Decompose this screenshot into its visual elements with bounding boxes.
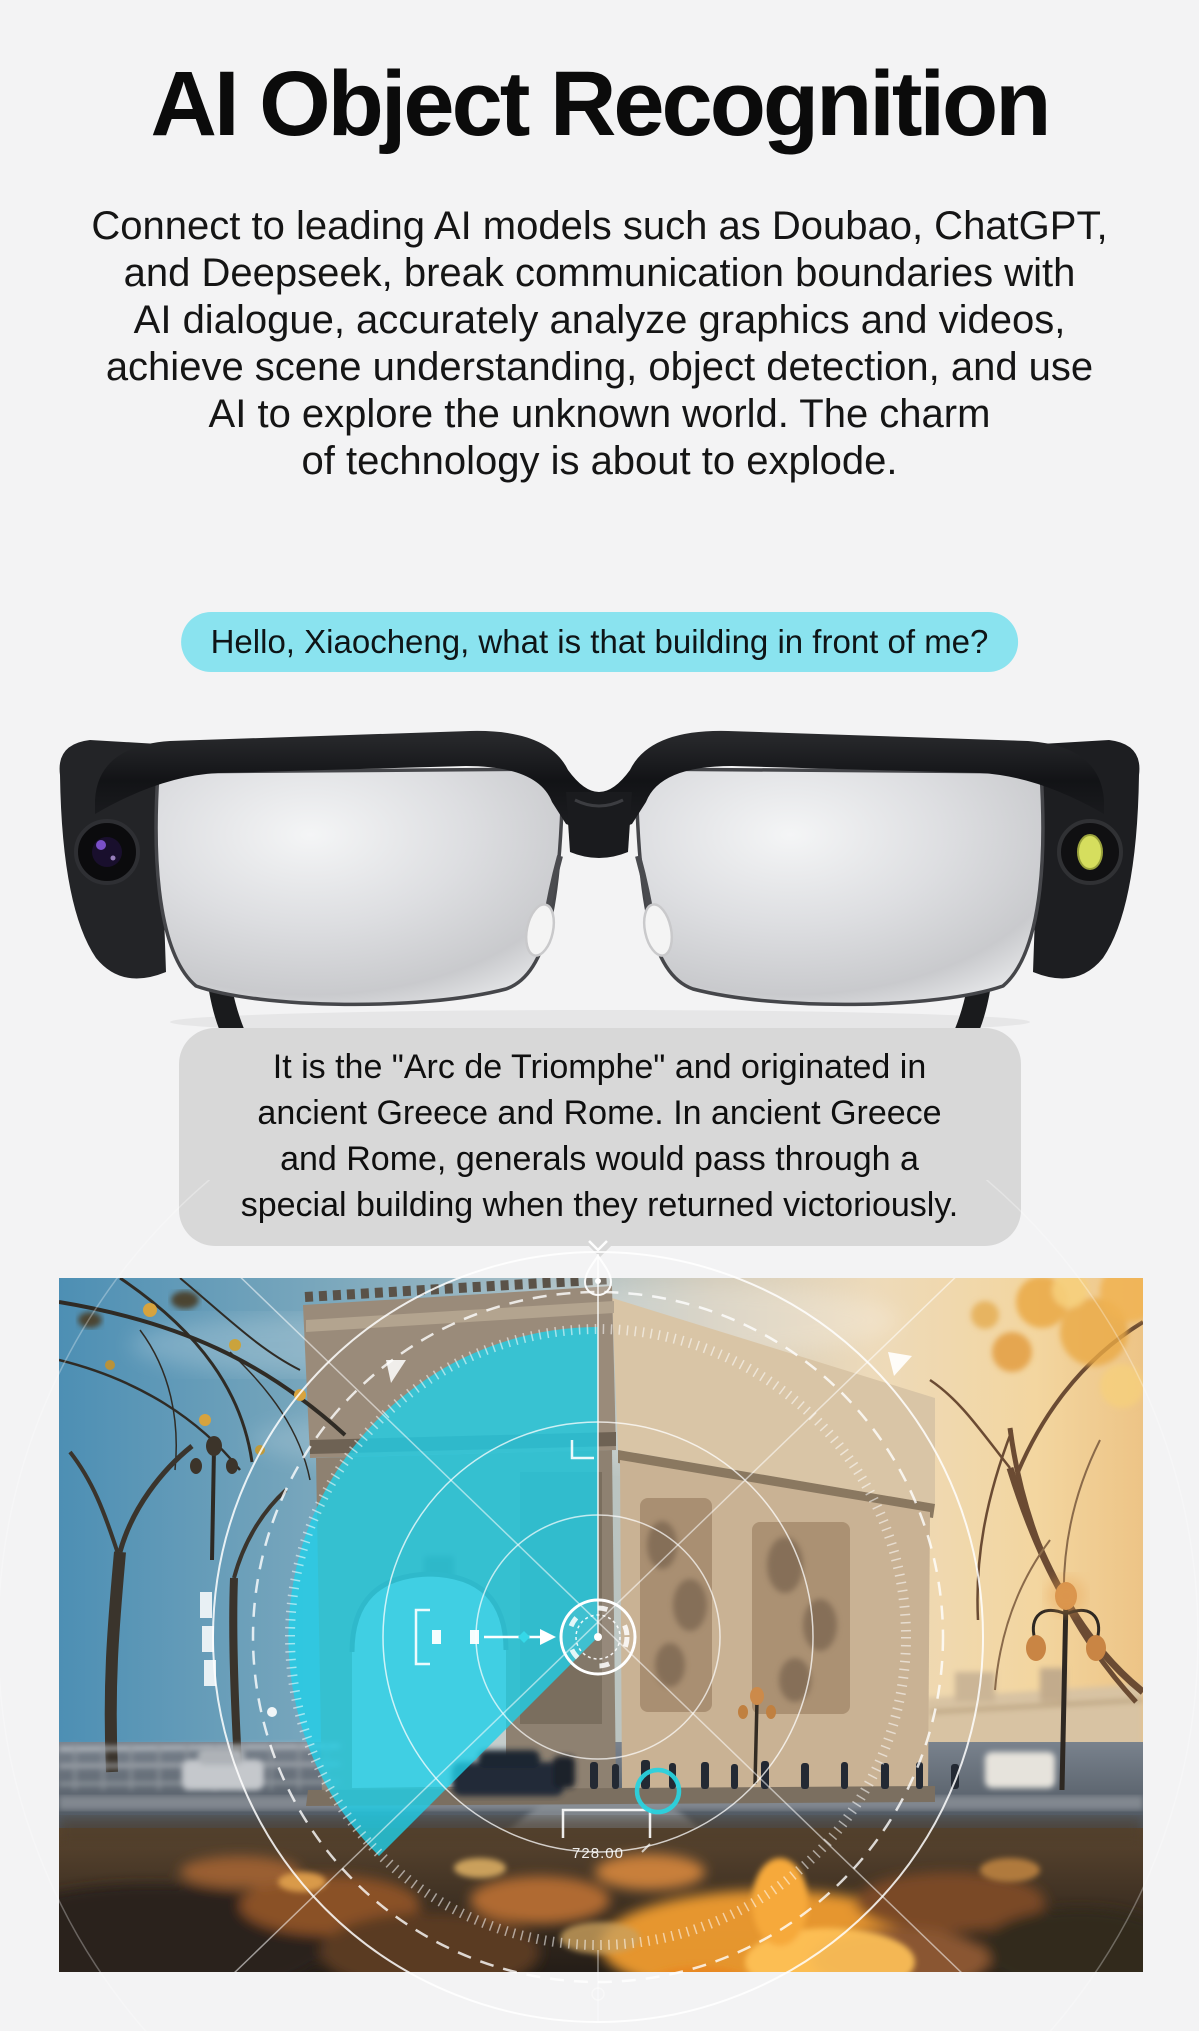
- ai-answer-line: It is the "Arc de Triomphe" and originated in: [272, 1048, 927, 1086]
- target-reticle-icon: [561, 1600, 635, 1674]
- right-lens: [636, 769, 1043, 1004]
- glasses-shadow: [170, 1010, 1030, 1030]
- page-title: AI Object Recognition: [150, 53, 1049, 155]
- location-pin-icon: [585, 1256, 611, 1295]
- distance-readout: 728.00: [572, 1845, 624, 1862]
- ai-answer-line: and Rome, generals would pass through a: [280, 1140, 919, 1178]
- user-question-bubble: [181, 612, 1019, 672]
- hero-description: [0, 203, 1199, 485]
- ar-scene: [0, 1180, 1199, 2031]
- ai-answer-line: special building when they returned victoriously.: [240, 1186, 959, 1224]
- hero-description-line: of technology is about to explode.: [301, 439, 898, 483]
- hero-description-line: achieve scene understanding, object detection, and use: [105, 345, 1094, 389]
- user-question-text: Hello, Xiaocheng, what is that building in front of me?: [210, 623, 989, 660]
- hero-description-line: and Deepseek, break communication boundaries with: [123, 251, 1076, 295]
- chevron-down-icon: [589, 1241, 607, 1250]
- ai-answer-line: ancient Greece and Rome. In ancient Greece: [257, 1094, 942, 1132]
- hero-description-line: AI to explore the unknown world. The charm: [208, 392, 991, 436]
- left-lens: [156, 769, 563, 1004]
- led-button-icon: [1078, 835, 1102, 869]
- smart-glasses-image: [0, 690, 1199, 1030]
- hero-description-line: Connect to leading AI models such as Doubao, ChatGPT,: [91, 204, 1108, 248]
- hero-description-line: AI dialogue, accurately analyze graphics and videos,: [133, 298, 1066, 342]
